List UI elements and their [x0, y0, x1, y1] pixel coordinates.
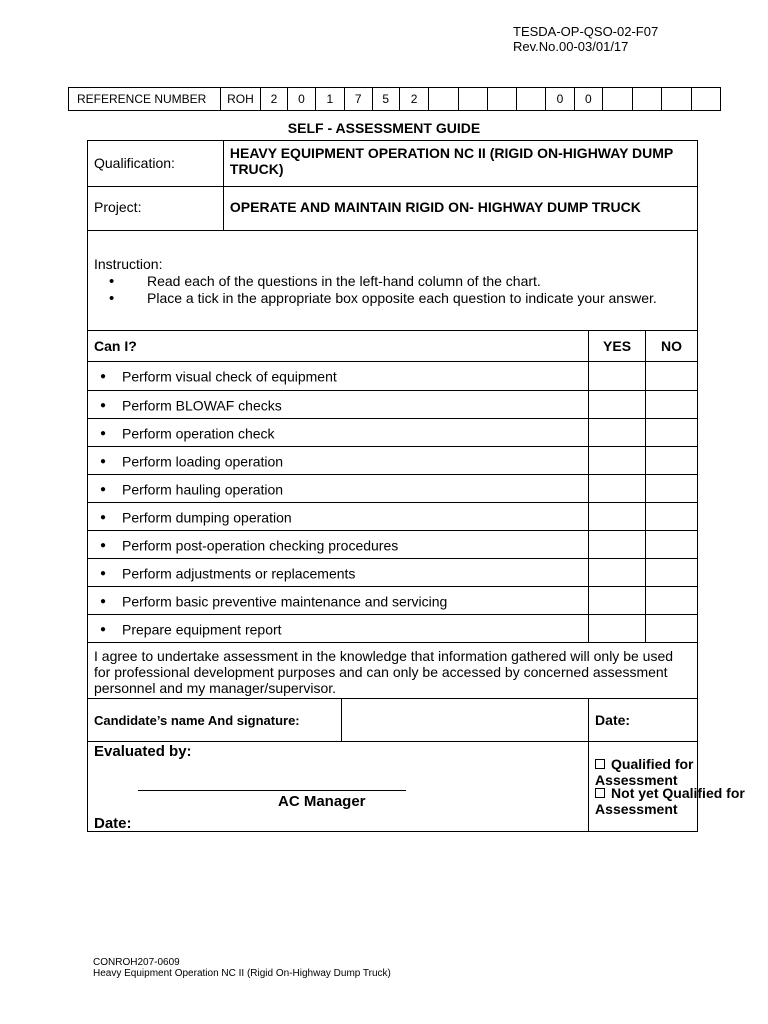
ref-cell: 2 — [399, 88, 428, 111]
yes-checkbox[interactable] — [589, 559, 646, 587]
question-text: Perform operation check — [122, 425, 275, 442]
project-label: Project: — [88, 187, 224, 231]
bullet-icon: ● — [100, 427, 107, 439]
evaluated-by-label: Evaluated by: — [94, 743, 192, 760]
checklist-question — [88, 503, 589, 531]
signature-line — [138, 790, 406, 791]
ref-cell — [487, 88, 516, 111]
checklist-row — [88, 419, 698, 447]
footer-title: Heavy Equipment Operation NC II (Rigid On-Highway Dump Truck) — [93, 968, 391, 979]
yes-checkbox[interactable] — [589, 615, 646, 643]
document-code — [513, 24, 658, 54]
ref-cell — [458, 88, 487, 111]
question-text: Perform basic preventive maintenance and servicing — [122, 593, 448, 610]
evaluation-date-label: Date: — [94, 815, 132, 832]
ref-cell: 2 — [260, 88, 287, 111]
candidate-signature-label: Candidate’s name And signature: — [88, 699, 342, 742]
checklist-row — [88, 587, 698, 615]
no-checkbox[interactable] — [646, 362, 698, 391]
yes-checkbox[interactable] — [589, 419, 646, 447]
assessment-table — [87, 140, 745, 832]
checklist-row — [88, 503, 698, 531]
checklist-question — [88, 475, 589, 503]
checklist-question — [88, 362, 589, 391]
ref-cell: 0 — [574, 88, 602, 111]
question-text: Perform post-operation checking procedures — [122, 537, 399, 554]
no-checkbox[interactable] — [646, 447, 698, 475]
ref-cell — [691, 88, 720, 111]
bullet-icon: ● — [100, 623, 107, 635]
no-checkbox[interactable] — [646, 531, 698, 559]
instruction-item: • Place a tick in the appropriate box opposite each question to indicate your answer. — [94, 290, 689, 307]
can-i-header: Can I? — [88, 331, 589, 362]
no-header: NO — [646, 331, 698, 362]
checklist-question — [88, 615, 589, 643]
not-qualified-label: Not yet Qualified for Assessment — [595, 785, 745, 817]
question-text: Perform dumping operation — [122, 509, 292, 526]
checklist-question — [88, 419, 589, 447]
ref-cell — [517, 88, 546, 111]
yes-checkbox[interactable] — [589, 587, 646, 615]
candidate-signature-field[interactable] — [341, 699, 588, 742]
checklist-question — [88, 531, 589, 559]
yes-checkbox[interactable] — [589, 447, 646, 475]
checklist-row — [88, 447, 698, 475]
yes-checkbox[interactable] — [589, 503, 646, 531]
bullet-icon: ● — [100, 483, 107, 495]
project-value: OPERATE AND MAINTAIN RIGID ON- HIGHWAY DUMP TRUCK — [223, 187, 697, 231]
agreement-text: I agree to undertake assessment in the knowledge that information gathered will only be used for professional development purposes and can only be accessed by concerned assessment personnel and my manager/supervisor. — [88, 643, 698, 699]
instruction-cell — [88, 231, 698, 331]
bullet-icon: ● — [100, 595, 107, 607]
question-text: Prepare equipment report — [122, 621, 282, 638]
reference-number-label: REFERENCE NUMBER — [69, 88, 221, 111]
checklist-question — [88, 447, 589, 475]
no-checkbox[interactable] — [646, 475, 698, 503]
ac-manager-label: AC Manager — [278, 793, 366, 810]
bullet-icon: ● — [100, 455, 107, 467]
instruction-label: Instruction: — [94, 256, 163, 272]
checklist-row — [88, 615, 698, 643]
form-code: TESDA-OP-QSO-02-F07 — [513, 24, 659, 39]
footer-code: CONROH207-0609 — [93, 957, 180, 968]
qualified-option[interactable] — [595, 756, 697, 788]
ref-cell: ROH — [221, 88, 261, 111]
checklist-row — [88, 391, 698, 419]
checklist-row — [88, 475, 698, 503]
no-checkbox[interactable] — [646, 615, 698, 643]
no-checkbox[interactable] — [646, 503, 698, 531]
page-title: SELF - ASSESSMENT GUIDE — [287, 120, 481, 136]
question-text: Perform visual check of equipment — [122, 368, 337, 385]
ref-cell: 7 — [345, 88, 372, 111]
bullet-icon: ● — [100, 539, 107, 551]
instruction-item: • Read each of the questions in the left-hand column of the chart. — [94, 273, 689, 290]
page-footer — [93, 957, 391, 979]
bullet-icon: ● — [100, 399, 107, 411]
checklist-question — [88, 587, 589, 615]
ref-cell: 0 — [546, 88, 574, 111]
evaluation-cell — [88, 742, 589, 832]
no-checkbox[interactable] — [646, 559, 698, 587]
yes-checkbox[interactable] — [589, 531, 646, 559]
yes-checkbox[interactable] — [589, 362, 646, 391]
bullet-icon: ● — [100, 511, 107, 523]
question-text: Perform hauling operation — [122, 481, 284, 498]
instruction-list — [94, 273, 689, 307]
ref-cell: 0 — [288, 88, 315, 111]
ref-cell — [603, 88, 633, 111]
checklist-question — [88, 559, 589, 587]
question-text: Perform BLOWAF checks — [122, 397, 282, 414]
not-qualified-option[interactable] — [595, 785, 768, 817]
question-text: Perform adjustments or replacements — [122, 565, 356, 582]
question-text: Perform loading operation — [122, 453, 284, 470]
ref-cell — [662, 88, 691, 111]
assessment-result-cell — [589, 742, 745, 832]
yes-checkbox[interactable] — [589, 475, 646, 503]
ref-cell — [633, 88, 662, 111]
reference-number-table — [68, 87, 721, 111]
yes-header: YES — [589, 331, 646, 362]
yes-checkbox[interactable] — [589, 391, 646, 419]
checklist-question — [88, 391, 589, 419]
checklist-row — [88, 531, 698, 559]
revision-number: Rev.No.00-03/01/17 — [513, 39, 629, 54]
signature-date-label: Date: — [589, 699, 698, 742]
ref-cell — [429, 88, 458, 111]
qualification-label: Qualification: — [88, 141, 224, 187]
checkbox-icon[interactable] — [595, 759, 605, 769]
bullet-icon: ● — [100, 567, 107, 579]
bullet-icon: ● — [100, 371, 107, 383]
ref-cell: 5 — [372, 88, 399, 111]
checklist-row — [88, 559, 698, 587]
no-checkbox[interactable] — [646, 419, 698, 447]
no-checkbox[interactable] — [646, 587, 698, 615]
no-checkbox[interactable] — [646, 391, 698, 419]
qualified-label: Qualified for Assessment — [595, 756, 694, 788]
ref-cell: 1 — [315, 88, 344, 111]
checklist-row — [88, 362, 698, 391]
qualification-value: HEAVY EQUIPMENT OPERATION NC II (RIGID ON-HIGHWAY DUMP TRUCK) — [223, 141, 697, 187]
checkbox-icon[interactable] — [595, 788, 605, 798]
